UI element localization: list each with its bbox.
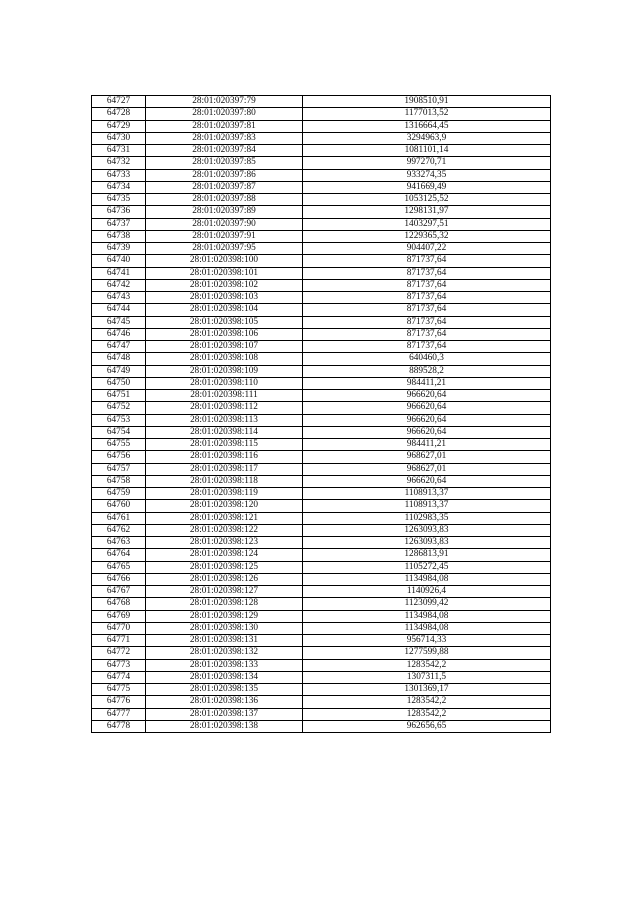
value-cell: 966620,64 — [303, 426, 551, 438]
row-number-cell: 64776 — [92, 696, 146, 708]
table-row — [92, 353, 551, 365]
cadastral-number-cell: 28:01:020397:84 — [146, 145, 303, 157]
table-row — [92, 267, 551, 279]
cadastral-number-cell: 28:01:020398:135 — [146, 684, 303, 696]
value-cell: 984411,21 — [303, 439, 551, 451]
table-row — [92, 132, 551, 144]
cadastral-number-cell: 28:01:020398:126 — [146, 573, 303, 585]
cadastral-number-cell: 28:01:020398:124 — [146, 549, 303, 561]
table-row — [92, 279, 551, 291]
row-number-cell: 64759 — [92, 488, 146, 500]
value-cell: 1307311,5 — [303, 671, 551, 683]
row-number-cell: 64777 — [92, 708, 146, 720]
table-row — [92, 243, 551, 255]
row-number-cell: 64753 — [92, 414, 146, 426]
cadastral-number-cell: 28:01:020397:95 — [146, 243, 303, 255]
table-row — [92, 684, 551, 696]
row-number-cell: 64778 — [92, 720, 146, 732]
table-row — [92, 463, 551, 475]
value-cell: 871737,64 — [303, 316, 551, 328]
value-cell: 1108913,37 — [303, 488, 551, 500]
value-cell: 871737,64 — [303, 304, 551, 316]
row-number-cell: 64768 — [92, 598, 146, 610]
value-cell: 966620,64 — [303, 475, 551, 487]
table-row — [92, 524, 551, 536]
row-number-cell: 64772 — [92, 647, 146, 659]
value-cell: 1105272,45 — [303, 561, 551, 573]
table-row — [92, 120, 551, 132]
value-cell: 871737,64 — [303, 328, 551, 340]
cadastral-number-cell: 28:01:020398:112 — [146, 402, 303, 414]
row-number-cell: 64730 — [92, 132, 146, 144]
row-number-cell: 64757 — [92, 463, 146, 475]
value-cell: 1277599,88 — [303, 647, 551, 659]
value-cell: 966620,64 — [303, 414, 551, 426]
table-row — [92, 218, 551, 230]
cadastral-number-cell: 28:01:020398:130 — [146, 622, 303, 634]
row-number-cell: 64741 — [92, 267, 146, 279]
value-cell: 1283542,2 — [303, 708, 551, 720]
cadastral-number-cell: 28:01:020397:88 — [146, 194, 303, 206]
cadastral-number-cell: 28:01:020398:109 — [146, 365, 303, 377]
value-cell: 871737,64 — [303, 255, 551, 267]
cadastral-number-cell: 28:01:020398:102 — [146, 279, 303, 291]
value-cell: 1229365,32 — [303, 230, 551, 242]
cadastral-number-cell: 28:01:020398:122 — [146, 524, 303, 536]
table-row — [92, 537, 551, 549]
table-row — [92, 549, 551, 561]
cadastral-number-cell: 28:01:020398:104 — [146, 304, 303, 316]
value-cell: 1140926,4 — [303, 586, 551, 598]
table-row — [92, 304, 551, 316]
value-cell: 968627,01 — [303, 463, 551, 475]
table-row — [92, 671, 551, 683]
row-number-cell: 64740 — [92, 255, 146, 267]
cadastral-number-cell: 28:01:020398:100 — [146, 255, 303, 267]
value-cell: 956714,33 — [303, 635, 551, 647]
table-row — [92, 255, 551, 267]
value-cell: 640460,3 — [303, 353, 551, 365]
value-cell: 966620,64 — [303, 402, 551, 414]
value-cell: 1286813,91 — [303, 549, 551, 561]
table-row — [92, 157, 551, 169]
value-cell: 1283542,2 — [303, 659, 551, 671]
row-number-cell: 64754 — [92, 426, 146, 438]
value-cell: 1108913,37 — [303, 500, 551, 512]
cadastral-number-cell: 28:01:020397:89 — [146, 206, 303, 218]
row-number-cell: 64727 — [92, 96, 146, 108]
table-body — [92, 96, 551, 733]
value-cell: 1283542,2 — [303, 696, 551, 708]
row-number-cell: 64731 — [92, 145, 146, 157]
cadastral-number-cell: 28:01:020398:128 — [146, 598, 303, 610]
value-cell: 1263093,83 — [303, 537, 551, 549]
row-number-cell: 64755 — [92, 439, 146, 451]
row-number-cell: 64764 — [92, 549, 146, 561]
value-cell: 1316664,45 — [303, 120, 551, 132]
row-number-cell: 64775 — [92, 684, 146, 696]
cadastral-number-cell: 28:01:020398:125 — [146, 561, 303, 573]
table-row — [92, 573, 551, 585]
row-number-cell: 64750 — [92, 377, 146, 389]
table-row — [92, 512, 551, 524]
cadastral-number-cell: 28:01:020398:129 — [146, 610, 303, 622]
value-cell: 968627,01 — [303, 451, 551, 463]
value-cell: 3294963,9 — [303, 132, 551, 144]
row-number-cell: 64762 — [92, 524, 146, 536]
row-number-cell: 64736 — [92, 206, 146, 218]
cadastral-number-cell: 28:01:020398:121 — [146, 512, 303, 524]
cadastral-number-cell: 28:01:020398:118 — [146, 475, 303, 487]
cadastral-number-cell: 28:01:020398:116 — [146, 451, 303, 463]
table-row — [92, 708, 551, 720]
table-row — [92, 475, 551, 487]
row-number-cell: 64732 — [92, 157, 146, 169]
table-row — [92, 561, 551, 573]
cadastral-number-cell: 28:01:020398:103 — [146, 292, 303, 304]
cadastral-number-cell: 28:01:020398:108 — [146, 353, 303, 365]
cadastral-number-cell: 28:01:020398:133 — [146, 659, 303, 671]
value-cell: 1123099,42 — [303, 598, 551, 610]
row-number-cell: 64765 — [92, 561, 146, 573]
row-number-cell: 64729 — [92, 120, 146, 132]
value-cell: 1053125,52 — [303, 194, 551, 206]
row-number-cell: 64742 — [92, 279, 146, 291]
row-number-cell: 64733 — [92, 169, 146, 181]
table-row — [92, 341, 551, 353]
table-row — [92, 426, 551, 438]
row-number-cell: 64746 — [92, 328, 146, 340]
table-row — [92, 365, 551, 377]
value-cell: 1908510,91 — [303, 96, 551, 108]
value-cell: 1301369,17 — [303, 684, 551, 696]
row-number-cell: 64756 — [92, 451, 146, 463]
value-cell: 904407,22 — [303, 243, 551, 255]
value-cell: 1134984,08 — [303, 610, 551, 622]
table-row — [92, 720, 551, 732]
table-row — [92, 622, 551, 634]
row-number-cell: 64767 — [92, 586, 146, 598]
cadastral-number-cell: 28:01:020398:107 — [146, 341, 303, 353]
cadastral-number-cell: 28:01:020398:136 — [146, 696, 303, 708]
cadastral-number-cell: 28:01:020398:105 — [146, 316, 303, 328]
value-cell: 871737,64 — [303, 341, 551, 353]
row-number-cell: 64728 — [92, 108, 146, 120]
row-number-cell: 64735 — [92, 194, 146, 206]
cadastral-value-table — [91, 95, 551, 733]
cadastral-number-cell: 28:01:020398:119 — [146, 488, 303, 500]
row-number-cell: 64760 — [92, 500, 146, 512]
cadastral-number-cell: 28:01:020397:83 — [146, 132, 303, 144]
table-row — [92, 635, 551, 647]
cadastral-number-cell: 28:01:020397:81 — [146, 120, 303, 132]
value-cell: 962656,65 — [303, 720, 551, 732]
table-row — [92, 488, 551, 500]
row-number-cell: 64758 — [92, 475, 146, 487]
row-number-cell: 64773 — [92, 659, 146, 671]
value-cell: 1298131,97 — [303, 206, 551, 218]
cadastral-number-cell: 28:01:020398:115 — [146, 439, 303, 451]
table-row — [92, 316, 551, 328]
table-row — [92, 390, 551, 402]
row-number-cell: 64734 — [92, 181, 146, 193]
cadastral-number-cell: 28:01:020398:120 — [146, 500, 303, 512]
row-number-cell: 64739 — [92, 243, 146, 255]
cadastral-number-cell: 28:01:020398:117 — [146, 463, 303, 475]
cadastral-number-cell: 28:01:020397:80 — [146, 108, 303, 120]
table-row — [92, 96, 551, 108]
value-cell: 1102983,35 — [303, 512, 551, 524]
row-number-cell: 64761 — [92, 512, 146, 524]
cadastral-number-cell: 28:01:020398:132 — [146, 647, 303, 659]
table-row — [92, 586, 551, 598]
value-cell: 933274,35 — [303, 169, 551, 181]
cadastral-number-cell: 28:01:020398:137 — [146, 708, 303, 720]
table-row — [92, 500, 551, 512]
table-row — [92, 292, 551, 304]
value-cell: 1403297,51 — [303, 218, 551, 230]
table-row — [92, 194, 551, 206]
row-number-cell: 64749 — [92, 365, 146, 377]
row-number-cell: 64744 — [92, 304, 146, 316]
value-cell: 1134984,08 — [303, 573, 551, 585]
table-row — [92, 377, 551, 389]
table-row — [92, 181, 551, 193]
table-row — [92, 145, 551, 157]
value-cell: 984411,21 — [303, 377, 551, 389]
row-number-cell: 64752 — [92, 402, 146, 414]
value-cell: 966620,64 — [303, 390, 551, 402]
row-number-cell: 64774 — [92, 671, 146, 683]
table-row — [92, 206, 551, 218]
row-number-cell: 64747 — [92, 341, 146, 353]
row-number-cell: 64770 — [92, 622, 146, 634]
cadastral-number-cell: 28:01:020398:134 — [146, 671, 303, 683]
cadastral-number-cell: 28:01:020398:110 — [146, 377, 303, 389]
cadastral-number-cell: 28:01:020398:101 — [146, 267, 303, 279]
cadastral-number-cell: 28:01:020398:113 — [146, 414, 303, 426]
row-number-cell: 64766 — [92, 573, 146, 585]
cadastral-number-cell: 28:01:020397:91 — [146, 230, 303, 242]
cadastral-number-cell: 28:01:020398:114 — [146, 426, 303, 438]
value-cell: 941669,49 — [303, 181, 551, 193]
cadastral-number-cell: 28:01:020398:123 — [146, 537, 303, 549]
value-cell: 871737,64 — [303, 279, 551, 291]
value-cell: 997270,71 — [303, 157, 551, 169]
row-number-cell: 64745 — [92, 316, 146, 328]
table-row — [92, 647, 551, 659]
table-row — [92, 439, 551, 451]
table-row — [92, 696, 551, 708]
value-cell: 1263093,83 — [303, 524, 551, 536]
table-row — [92, 414, 551, 426]
table-row — [92, 402, 551, 414]
table-row — [92, 169, 551, 181]
value-cell: 1081101,14 — [303, 145, 551, 157]
value-cell: 1177013,52 — [303, 108, 551, 120]
row-number-cell: 64769 — [92, 610, 146, 622]
row-number-cell: 64751 — [92, 390, 146, 402]
row-number-cell: 64743 — [92, 292, 146, 304]
table-row — [92, 108, 551, 120]
table-row — [92, 659, 551, 671]
value-cell: 1134984,08 — [303, 622, 551, 634]
cadastral-number-cell: 28:01:020398:127 — [146, 586, 303, 598]
table-row — [92, 328, 551, 340]
cadastral-number-cell: 28:01:020398:111 — [146, 390, 303, 402]
row-number-cell: 64748 — [92, 353, 146, 365]
table-row — [92, 451, 551, 463]
value-cell: 889528,2 — [303, 365, 551, 377]
value-cell: 871737,64 — [303, 292, 551, 304]
cadastral-number-cell: 28:01:020397:79 — [146, 96, 303, 108]
value-cell: 871737,64 — [303, 267, 551, 279]
cadastral-number-cell: 28:01:020397:90 — [146, 218, 303, 230]
cadastral-number-cell: 28:01:020398:131 — [146, 635, 303, 647]
cadastral-number-cell: 28:01:020397:87 — [146, 181, 303, 193]
cadastral-number-cell: 28:01:020397:86 — [146, 169, 303, 181]
table-row — [92, 598, 551, 610]
row-number-cell: 64771 — [92, 635, 146, 647]
cadastral-number-cell: 28:01:020397:85 — [146, 157, 303, 169]
cadastral-number-cell: 28:01:020398:138 — [146, 720, 303, 732]
cadastral-number-cell: 28:01:020398:106 — [146, 328, 303, 340]
table-row — [92, 230, 551, 242]
table-row — [92, 610, 551, 622]
row-number-cell: 64738 — [92, 230, 146, 242]
row-number-cell: 64737 — [92, 218, 146, 230]
row-number-cell: 64763 — [92, 537, 146, 549]
